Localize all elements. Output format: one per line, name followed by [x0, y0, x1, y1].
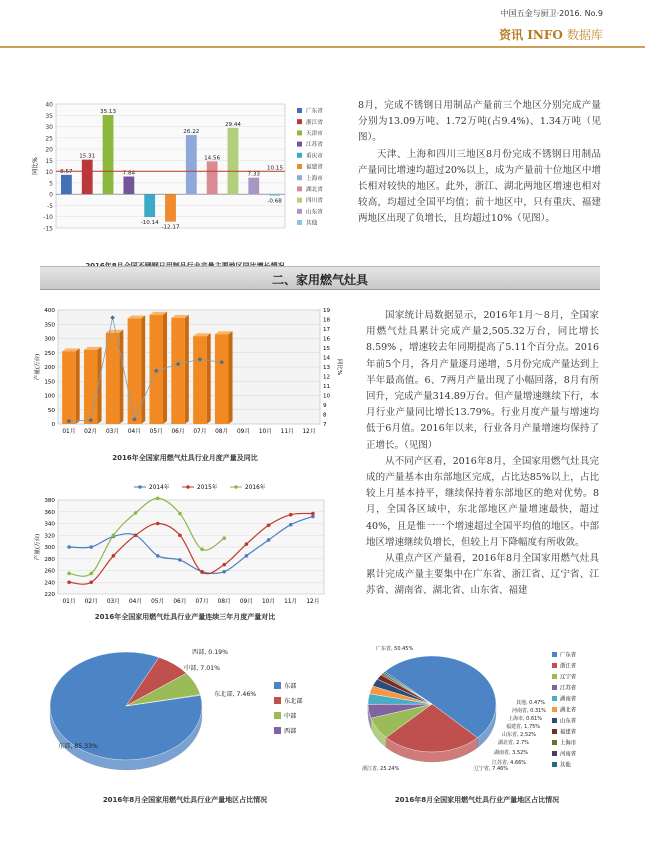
- data-label: 29.44: [224, 121, 241, 128]
- series-point: [89, 580, 93, 584]
- data-label: 7.84: [122, 170, 136, 177]
- pie-label: 江苏省, 4.66%: [492, 760, 527, 766]
- legend-label: 江苏省: [560, 685, 577, 692]
- bar-side: [229, 331, 233, 424]
- legend-swatch: [297, 209, 302, 214]
- legend-swatch: [297, 164, 302, 169]
- legend-label: 2016年: [245, 485, 266, 491]
- caption-chart4: 2016年8月全国家用燃气灶具行业产量地区占比情况: [102, 796, 268, 804]
- series-point: [67, 545, 71, 549]
- legend-swatch: [552, 696, 557, 701]
- y-tick-label: 360: [44, 509, 55, 516]
- series-point: [289, 523, 293, 527]
- series-point: [156, 522, 160, 526]
- legend-swatch: [274, 712, 281, 719]
- series-point: [112, 554, 116, 558]
- series-point: [267, 523, 271, 527]
- bar: [61, 175, 72, 194]
- series-point: [67, 580, 71, 584]
- x-tick-label: 01月: [62, 429, 76, 435]
- chart-three-year: [34, 478, 356, 628]
- data-label: -10.14: [140, 220, 159, 227]
- y2-tick-label: 11: [323, 384, 331, 391]
- x-tick-label: 11月: [280, 429, 294, 435]
- pie-label: 浙江省, 25.24%: [362, 766, 400, 772]
- caption-chart3: 2016年全国家用燃气灶具行业产量连续三年月度产量对比: [94, 613, 276, 621]
- series-point: [245, 554, 249, 558]
- series-point: [156, 554, 160, 558]
- pie-label: 东北部, 7.46%: [214, 691, 257, 698]
- legend-swatch: [552, 685, 557, 690]
- caption-chart5: 2016年8月全国家用燃气灶具行业产量地区占比情况: [394, 796, 560, 804]
- pie-label: 东部, 85.33%: [58, 743, 98, 750]
- legend-swatch: [552, 707, 557, 712]
- average-label: 10.15: [266, 165, 283, 172]
- series-point: [245, 542, 249, 546]
- legend-label: 重庆市: [306, 153, 323, 160]
- legend-label: 东部: [284, 683, 297, 690]
- x-tick-label: 04月: [128, 599, 143, 605]
- pie-label: 西部, 0.19%: [192, 649, 228, 656]
- y2-tick-label: 17: [323, 327, 331, 334]
- x-tick-label: 05月: [149, 429, 163, 435]
- paragraph: 从重点产区产量看，2016年8月全国家用燃气灶具累计完成产量主要集中在广东省、浙江省、辽宁省、江苏省、湖南省、湖北省、山东省、福建: [366, 553, 599, 597]
- header-rule: [0, 46, 645, 48]
- y-axis-label: 产量(万台): [35, 533, 41, 561]
- legend-label: 湖北省: [560, 707, 577, 714]
- y-tick-label: 0: [49, 191, 53, 199]
- paragraph: 8月，完成不锈钢日用制品产量前三个地区分别完成产量分别为13.09万吨、1.72万吨(占9.4%)、1.34万吨（见图）。: [358, 100, 601, 144]
- legend-swatch: [274, 727, 281, 734]
- legend-marker: [186, 485, 190, 489]
- series-point: [112, 533, 116, 537]
- series-point: [134, 511, 138, 515]
- y-tick-label: 10: [45, 169, 53, 177]
- bar-side: [141, 316, 145, 424]
- data-label: 7.33: [247, 171, 261, 178]
- bar: [269, 194, 280, 196]
- legend-label: 上海市: [560, 740, 577, 747]
- x-tick-label: 04月: [127, 429, 142, 435]
- pie-label: 广东省, 50.45%: [376, 646, 414, 652]
- bar-side: [207, 333, 211, 424]
- pie-label: 中部, 7.01%: [184, 665, 220, 672]
- bar: [144, 194, 155, 217]
- bar: [207, 161, 218, 194]
- y-tick-label: 260: [44, 568, 55, 575]
- legend-label: 2014年: [149, 485, 170, 491]
- legend-swatch: [297, 153, 302, 158]
- y-tick-label: 280: [44, 556, 55, 563]
- legend-swatch: [552, 718, 557, 723]
- series-point: [222, 563, 226, 567]
- legend-swatch: [552, 751, 557, 756]
- legend-swatch: [297, 198, 302, 203]
- brand-bold: 资讯 INFO: [499, 28, 563, 42]
- section-header-bar: [40, 266, 600, 290]
- x-tick-label: 07月: [193, 429, 207, 435]
- bar-side: [76, 348, 80, 424]
- bar: [82, 160, 93, 195]
- chart-monthly-output: [34, 302, 356, 450]
- y2-tick-label: 8: [323, 412, 327, 419]
- y-tick-label: 15: [45, 157, 53, 165]
- x-tick-label: 10月: [261, 599, 276, 605]
- legend-swatch: [552, 674, 557, 679]
- series-point: [289, 513, 293, 517]
- bar: [228, 128, 239, 194]
- legend-label: 四川省: [306, 198, 323, 205]
- y-tick-label: 40: [45, 101, 53, 109]
- legend-label: 上海市: [306, 175, 323, 182]
- chart-stainless-growth: [30, 98, 348, 258]
- legend-swatch: [297, 130, 302, 135]
- series-point: [222, 536, 226, 540]
- bar-side: [119, 330, 123, 424]
- legend-swatch: [297, 220, 302, 225]
- y-tick-label: 5: [49, 180, 53, 188]
- pie-label: 福建省, 1.75%: [506, 724, 541, 730]
- bar: [106, 333, 120, 424]
- y-tick-label: 320: [44, 533, 55, 540]
- series-point: [178, 533, 182, 537]
- y2-tick-label: 14: [323, 355, 331, 362]
- y-tick-label: 220: [44, 592, 55, 599]
- pie-label: 湖北省, 2.7%: [498, 740, 529, 746]
- legend-label: 东北部: [284, 698, 303, 705]
- y-tick-label: 300: [44, 545, 55, 552]
- bar: [165, 194, 176, 221]
- magazine-issue: 中国五金与厨卫·2016. No.9: [500, 9, 603, 18]
- bar: [193, 336, 207, 424]
- y2-tick-label: 18: [323, 317, 331, 324]
- x-tick-label: 03月: [106, 599, 121, 605]
- paragraph: 国家统计局数据显示，2016年1月～8月，全国家用燃气灶具累计完成产量2,505.32万台，同比增长8.59% ，增速较去年同期提高了5.11个百分点。2016年前5个月，各月产量逐月递增，5月份完成产量达到上半年最高值。6、7两月产量出现了小幅回落，8月有所回升，完成产量314.89万台。但产量增速继续下行，本月行业产量同比增长13.79%。行业月度产量与增速均低于6月值。2016年以来，行业各月产量增速均保持了正增长。（见图）: [366, 310, 599, 451]
- x-tick-label: 01月: [62, 599, 76, 605]
- legend-label: 浙江省: [306, 119, 323, 126]
- series-point: [178, 512, 182, 516]
- x-tick-label: 02月: [84, 599, 98, 605]
- bar: [103, 115, 114, 194]
- y-tick-label: 35: [45, 112, 53, 120]
- x-tick-label: 09月: [236, 429, 251, 435]
- x-tick-label: 07月: [195, 599, 209, 605]
- y-tick-label: 150: [44, 379, 55, 386]
- chart-province-share: [356, 640, 606, 790]
- legend-swatch: [297, 142, 302, 147]
- legend-label: 山东省: [306, 209, 323, 216]
- series-point: [200, 570, 204, 574]
- series-point: [178, 558, 182, 562]
- y2-tick-label: 9: [323, 403, 327, 410]
- x-tick-label: 12月: [302, 429, 316, 435]
- series-point: [89, 572, 93, 576]
- pie-label: 山东省, 2.52%: [502, 732, 537, 738]
- legend-swatch: [297, 186, 302, 191]
- y-tick-label: 50: [47, 407, 55, 414]
- article-text-main: [366, 308, 599, 600]
- legend-swatch: [274, 682, 281, 689]
- series-point: [222, 570, 226, 574]
- series-point: [67, 572, 71, 576]
- series-point: [156, 496, 160, 500]
- legend-label: 浙江省: [560, 663, 577, 670]
- x-tick-label: 08月: [217, 599, 231, 605]
- legend-label: 辽宁省: [560, 674, 577, 681]
- legend-label: 2015年: [197, 485, 218, 491]
- y-tick-label: 300: [44, 336, 55, 343]
- y-tick-label: -10: [43, 214, 53, 222]
- y-tick-label: 25: [45, 135, 53, 143]
- legend-label: 福建省: [306, 164, 323, 171]
- legend-label: 山东省: [560, 718, 577, 725]
- section-title: 二、家用燃气灶具: [271, 273, 368, 287]
- legend-label: 湖北省: [306, 187, 323, 193]
- paragraph: 从不同产区看，2016年8月，全国家用燃气灶具完成的产量基本由东部地区完成，占比达85%以上，占比较上月基本持平，继续保持着东部地区的绝对优势。8月，全国各区域中，东北部地区产量增速最快，超过40%，且是惟一一个增速超过全国平均值的地区。中部地区增速继续负增长，但较上月下降幅度有所收敛。: [366, 455, 599, 548]
- x-tick-label: 06月: [171, 429, 185, 435]
- legend-label: 河南省: [560, 751, 577, 758]
- legend-marker: [138, 485, 142, 489]
- series-point: [200, 548, 204, 552]
- legend-swatch: [297, 175, 302, 180]
- bar: [84, 350, 98, 424]
- y-tick-label: 250: [44, 350, 55, 357]
- y-tick-label: 100: [44, 393, 55, 400]
- series-point: [89, 545, 93, 549]
- data-label: 35.13: [100, 108, 117, 115]
- x-tick-label: 02月: [84, 429, 98, 435]
- legend-swatch: [274, 697, 281, 704]
- legend-swatch: [552, 663, 557, 668]
- x-tick-label: 08月: [215, 429, 229, 435]
- x-tick-label: 03月: [105, 429, 120, 435]
- brand-thin: 数据库: [566, 28, 603, 42]
- legend-label: 其他: [306, 220, 318, 227]
- series-point: [267, 538, 271, 542]
- pie-label: 河南省, 0.31%: [512, 708, 547, 714]
- legend-label: 中部: [284, 713, 297, 720]
- pie-label: 辽宁省, 7.46%: [474, 766, 509, 772]
- y2-axis-label: 同比%: [336, 358, 342, 376]
- data-label: 14.56: [204, 155, 221, 162]
- legend-swatch: [297, 108, 302, 113]
- y-tick-label: 350: [44, 322, 55, 329]
- legend-swatch: [552, 652, 557, 657]
- bar: [248, 178, 259, 195]
- bar: [215, 334, 229, 424]
- bar: [123, 177, 134, 195]
- pie-label: 上海市, 0.61%: [508, 716, 543, 722]
- x-tick-label: 10月: [258, 429, 273, 435]
- legend-swatch: [552, 762, 557, 767]
- y-tick-label: -5: [47, 202, 53, 210]
- legend-marker: [234, 485, 238, 489]
- column-brand: [499, 26, 603, 43]
- y2-tick-label: 16: [323, 336, 331, 343]
- y2-tick-label: 7: [323, 422, 327, 429]
- x-tick-label: 09月: [239, 599, 254, 605]
- legend-label: 江苏省: [306, 142, 323, 149]
- series-point: [311, 512, 315, 516]
- y2-tick-label: 12: [323, 374, 331, 381]
- data-label: 15.31: [79, 153, 96, 160]
- y2-tick-label: 10: [323, 393, 331, 400]
- y2-tick-label: 19: [323, 308, 331, 315]
- y-tick-label: 380: [44, 498, 55, 505]
- x-tick-label: 06月: [173, 599, 187, 605]
- data-label: -12.17: [161, 224, 180, 231]
- y2-tick-label: 13: [323, 365, 331, 372]
- y-tick-label: 0: [51, 422, 55, 429]
- legend-label: 广东省: [306, 108, 323, 115]
- y-tick-label: 30: [45, 124, 53, 132]
- bar-side: [185, 315, 189, 424]
- y2-tick-label: 15: [323, 346, 331, 353]
- series-point: [134, 533, 138, 537]
- legend-swatch: [552, 729, 557, 734]
- paragraph: 天津、上海和四川三地区8月份完成不锈钢日用制品产量同比增速均超过20%以上，成为产量前十位地区中增长相对较快的地区。此外，浙江、湖北两地区增速也相对较高，均超过全国平均值；前十地区中，只有重庆、福建两地区出现了负增长，且均超过10%（见图）。: [358, 148, 601, 225]
- x-tick-label: 12月: [306, 599, 320, 605]
- y-tick-label: 200: [44, 365, 55, 372]
- y-tick-label: 340: [44, 521, 55, 528]
- pie-label: 湖南省, 3.52%: [494, 750, 529, 756]
- legend-label: 福建省: [560, 729, 577, 736]
- legend-label: 天津市: [306, 131, 323, 137]
- x-tick-label: 11月: [284, 599, 298, 605]
- legend-swatch: [297, 119, 302, 124]
- data-label: 8.57: [60, 168, 73, 175]
- pie-label: 其他, 0.47%: [516, 700, 546, 706]
- legend-label: 湖南省: [560, 696, 577, 703]
- y-axis-label: 产量(万台): [35, 353, 41, 381]
- x-tick-label: 05月: [151, 599, 165, 605]
- legend-label: 广东省: [560, 652, 577, 659]
- caption-chart2: 2016年全国家用燃气灶具行业月度产量及同比: [112, 454, 258, 462]
- data-label: 26.22: [183, 129, 200, 136]
- y-axis-label: 同比%: [32, 157, 39, 175]
- data-label: -0.68: [267, 198, 282, 205]
- legend-label: 其他: [560, 762, 571, 769]
- legend-label: 西部: [284, 728, 297, 735]
- legend-swatch: [552, 740, 557, 745]
- chart-region-share: [34, 638, 334, 788]
- article-text-top: [358, 98, 601, 228]
- y-tick-label: -15: [43, 225, 53, 233]
- y-tick-label: 400: [44, 308, 55, 315]
- bar: [62, 351, 76, 424]
- bar: [171, 318, 185, 424]
- y-tick-label: 240: [44, 580, 55, 587]
- y-tick-label: 20: [45, 146, 53, 154]
- bar: [186, 135, 197, 194]
